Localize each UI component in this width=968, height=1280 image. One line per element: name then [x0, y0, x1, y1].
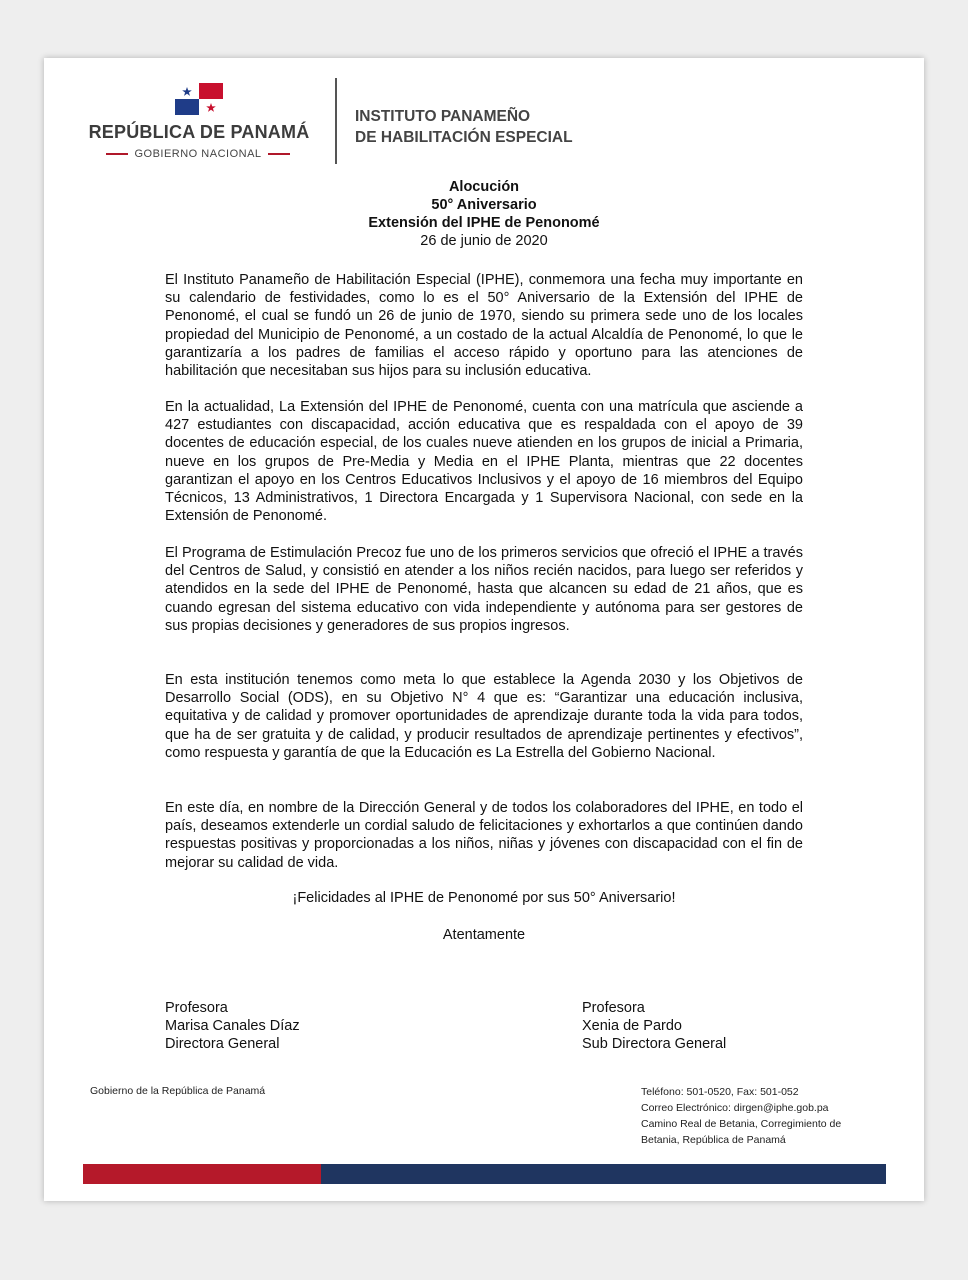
title-line-1: Alocución	[448, 179, 520, 195]
government-label: GOBIERNO NACIONAL	[134, 148, 262, 160]
paragraph-4: En esta institución tenemos como meta lo que establece la Agenda 2030 y los Objetivos de Desarrollo Social (ODS), en su Objetivo N° 4 que es: “Garantizar una educación inclusiva, equitativa y de calidad y promover oportunidades de aprendizaje durante toda la vida para todos, que ha de ser gratuita y de calidad, y producir resultados de aprendizaje pertinentes y efectivos”, como respuesta y garantía de que la Educación es La Estrella del Gobierno Nacional.	[165, 672, 803, 761]
footer-government: Gobierno de la República de Panamá	[90, 1085, 266, 1097]
paragraph-5: En este día, en nombre de la Dirección General y de todos los colaboradores del IPHE, en todo el país, deseamos extenderle un cordial saludo de felicitaciones y exhortarlos a que continúen dando respuestas positivas y proporcionadas a los niños, niñas y jóvenes con discapacidad con el fin de mejorar su calidad de vida.	[165, 800, 803, 871]
regards-line: Atentamente	[442, 927, 526, 943]
letter-page	[44, 58, 924, 1201]
paragraph-1: El Instituto Panameño de Habilitación Especial (IPHE), conmemora una fecha muy importante en su calendario de festividades, como lo es el 50° Aniversario de la Extensión del IPHE de Penonomé, el cual se fundó un 26 de junio de 1970, siendo su primera sede uno de los locales propiedad del Municipio de Penonomé, a un costado de la actual Alcaldía de Penonomé, lo que le garantizaría a los padres de familias el acceso rápido y oportuno para las atenciones de habilitación que necesitaban sus hijos para su inclusión educativa.	[165, 272, 803, 380]
signature-role: Sub Directora General	[582, 1036, 727, 1052]
signature-title: Profesora	[165, 1000, 228, 1016]
panama-flag-icon	[175, 83, 223, 115]
institute-name	[355, 106, 573, 148]
signature-subdirector	[582, 999, 726, 1053]
institute-line-1: INSTITUTO PANAMEÑO	[355, 108, 531, 125]
header-divider	[335, 78, 337, 164]
footer-contact	[641, 1084, 841, 1148]
title-line-2: 50° Aniversario	[431, 197, 537, 213]
signature-name: Marisa Canales Díaz	[165, 1018, 300, 1034]
title-line-3: Extensión del IPHE de Penonomé	[368, 215, 600, 231]
republic-title: REPÚBLICA DE PANAMÁ	[88, 122, 310, 142]
paragraph-3: El Programa de Estimulación Precoz fue uno de los primeros servicios que ofreció el IPHE a través del Centros de Salud, y consistió en atender a los niños recién nacidos, para luego ser referidos y atendidos en la sede del IPHE de Penonomé, hasta que alcancen su edad de 21 años, que es cuando egresan del sistema educativo con vida independiente y autónoma para ser gestores de sus propias decisiones y generadores de sus propios ingresos.	[165, 545, 803, 634]
institute-line-2: DE HABILITACIÓN ESPECIAL	[355, 129, 573, 146]
footer-bar-blue	[321, 1164, 886, 1184]
red-dash-left	[106, 153, 128, 155]
document-title	[44, 178, 924, 250]
footer-address-1: Camino Real de Betania, Corregimiento de	[641, 1118, 842, 1130]
signature-name: Xenia de Pardo	[582, 1018, 682, 1034]
signature-title: Profesora	[582, 1000, 645, 1016]
footer-email: Correo Electrónico: dirgen@iphe.gob.pa	[641, 1102, 829, 1114]
congratulations-line: ¡Felicidades al IPHE de Penonomé por sus 50° Aniversario!	[292, 890, 676, 906]
red-dash-right	[268, 153, 290, 155]
footer-bar-red	[83, 1164, 321, 1184]
signature-role: Directora General	[165, 1036, 280, 1052]
government-subtitle	[98, 146, 298, 162]
footer-phone: Teléfono: 501-0520, Fax: 501-052	[641, 1086, 799, 1098]
footer-address-2: Betania, República de Panamá	[641, 1134, 786, 1146]
paragraph-2: En la actualidad, La Extensión del IPHE de Penonomé, cuenta con una matrícula que asciende a 427 estudiantes con discapacidad, acción educativa que es respaldada con el apoyo de 39 docentes de educación especial, de los cuales nueve atienden en los grupos de inicial a Primaria, nueve en los grupos de Pre-Media y Media en el IPHE Planta, mientras que 22 docentes garantizan el apoyo en los Centros Educativos Inclusivos y el apoyo de 16 miembros del Equipo Técnicos, 13 Administrativos, 1 Directora Encargada y 1 Supervisora Nacional, con sede en la Extensión de Penonomé.	[165, 399, 803, 525]
signature-director	[165, 999, 300, 1053]
title-date: 26 de junio de 2020	[420, 233, 548, 249]
